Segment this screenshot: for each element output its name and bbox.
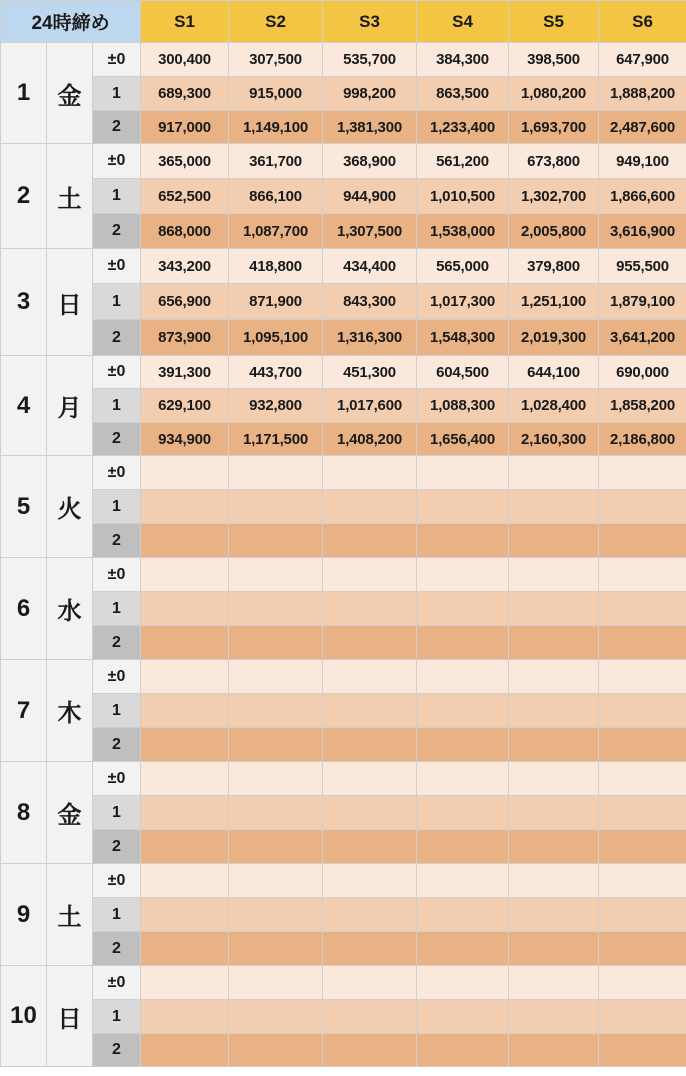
value-cell-s2[interactable]: 1,171,500 (229, 423, 323, 456)
value-cell-s2[interactable] (229, 490, 323, 524)
table-row (1, 144, 686, 179)
weekday-cell[interactable]: 土 (47, 864, 93, 966)
value-cell-s4[interactable]: 1,538,000 (417, 214, 509, 249)
date-cell[interactable]: 7 (1, 660, 47, 762)
value-cell-s4[interactable]: 565,000 (417, 249, 509, 284)
value-cell-s4[interactable] (417, 694, 509, 728)
value-cell-s1[interactable] (141, 1034, 229, 1067)
value-cell-s4[interactable] (417, 592, 509, 626)
value-cell-s1[interactable]: 365,000 (141, 144, 229, 179)
store-header-s2[interactable]: S2 (229, 1, 323, 43)
value-cell-s2[interactable] (229, 558, 323, 592)
level-cell[interactable]: 2 (93, 423, 141, 456)
sheet-body (1, 43, 686, 1067)
value-cell-s5[interactable]: 644,100 (509, 356, 599, 389)
value-cell-s3[interactable] (323, 660, 417, 694)
value-cell-s5[interactable] (509, 592, 599, 626)
value-cell-s5[interactable] (509, 864, 599, 898)
value-cell-s4[interactable] (417, 660, 509, 694)
table-row (1, 179, 686, 214)
table-row (1, 320, 686, 356)
value-cell-s2[interactable]: 307,500 (229, 43, 323, 77)
value-cell-s3[interactable] (323, 524, 417, 558)
date-cell[interactable]: 4 (1, 356, 47, 456)
value-cell-s2[interactable] (229, 762, 323, 796)
value-cell-s5[interactable] (509, 796, 599, 830)
value-cell-s6[interactable] (599, 694, 686, 728)
value-cell-s2[interactable] (229, 1034, 323, 1067)
value-cell-s2[interactable] (229, 864, 323, 898)
value-cell-s1[interactable]: 656,900 (141, 284, 229, 320)
value-cell-s1[interactable] (141, 864, 229, 898)
value-cell-s2[interactable] (229, 626, 323, 660)
table-row (1, 389, 686, 423)
table-row (1, 660, 686, 694)
value-cell-s1[interactable]: 868,000 (141, 214, 229, 249)
value-cell-s3[interactable] (323, 592, 417, 626)
value-cell-s1[interactable]: 934,900 (141, 423, 229, 456)
value-cell-s4[interactable]: 863,500 (417, 77, 509, 111)
value-cell-s2[interactable] (229, 592, 323, 626)
value-cell-s4[interactable] (417, 932, 509, 966)
level-cell[interactable]: 2 (93, 214, 141, 249)
store-header-s4[interactable]: S4 (417, 1, 509, 43)
value-cell-s6[interactable] (599, 558, 686, 592)
table-row (1, 356, 686, 389)
value-cell-s3[interactable]: 998,200 (323, 77, 417, 111)
table-row (1, 524, 686, 558)
weekday-cell[interactable]: 火 (47, 456, 93, 558)
value-cell-s3[interactable] (323, 490, 417, 524)
value-cell-s3[interactable] (323, 456, 417, 490)
level-cell[interactable]: 1 (93, 592, 141, 626)
value-cell-s1[interactable] (141, 728, 229, 762)
value-cell-s3[interactable]: 1,408,200 (323, 423, 417, 456)
value-cell-s6[interactable] (599, 864, 686, 898)
value-cell-s4[interactable] (417, 456, 509, 490)
value-cell-s4[interactable]: 1,010,500 (417, 179, 509, 214)
value-cell-s1[interactable]: 689,300 (141, 77, 229, 111)
weekday-cell[interactable]: 月 (47, 356, 93, 456)
value-cell-s2[interactable] (229, 694, 323, 728)
weekday-cell[interactable]: 金 (47, 43, 93, 144)
value-cell-s4[interactable]: 1,088,300 (417, 389, 509, 423)
value-cell-s5[interactable]: 398,500 (509, 43, 599, 77)
value-cell-s2[interactable] (229, 932, 323, 966)
value-cell-s5[interactable]: 1,028,400 (509, 389, 599, 423)
value-cell-s5[interactable] (509, 524, 599, 558)
level-cell[interactable]: 2 (93, 1034, 141, 1067)
table-row (1, 1000, 686, 1034)
level-cell[interactable]: 1 (93, 490, 141, 524)
value-cell-s2[interactable] (229, 830, 323, 864)
table-row (1, 864, 686, 898)
value-cell-s2[interactable] (229, 898, 323, 932)
value-cell-s3[interactable] (323, 966, 417, 1000)
level-cell[interactable]: 2 (93, 111, 141, 144)
value-cell-s3[interactable] (323, 626, 417, 660)
value-cell-s2[interactable] (229, 660, 323, 694)
value-cell-s5[interactable]: 1,080,200 (509, 77, 599, 111)
table-row (1, 932, 686, 966)
store-header-s1[interactable]: S1 (141, 1, 229, 43)
value-cell-s1[interactable] (141, 762, 229, 796)
level-cell[interactable]: ±0 (93, 966, 141, 1000)
date-cell[interactable]: 3 (1, 249, 47, 356)
value-cell-s1[interactable] (141, 626, 229, 660)
level-cell[interactable]: 2 (93, 524, 141, 558)
value-cell-s6[interactable] (599, 1034, 686, 1067)
table-row (1, 214, 686, 249)
value-cell-s5[interactable]: 1,302,700 (509, 179, 599, 214)
value-cell-s3[interactable]: 434,400 (323, 249, 417, 284)
weekday-cell[interactable]: 金 (47, 762, 93, 864)
date-cell[interactable]: 10 (1, 966, 47, 1067)
value-cell-s6[interactable]: 2,186,800 (599, 423, 686, 456)
level-cell[interactable]: 2 (93, 932, 141, 966)
value-cell-s3[interactable]: 1,017,600 (323, 389, 417, 423)
value-cell-s3[interactable]: 535,700 (323, 43, 417, 77)
value-cell-s3[interactable]: 451,300 (323, 356, 417, 389)
value-cell-s5[interactable] (509, 728, 599, 762)
value-cell-s3[interactable] (323, 864, 417, 898)
value-cell-s5[interactable]: 2,005,800 (509, 214, 599, 249)
value-cell-s6[interactable] (599, 762, 686, 796)
value-cell-s6[interactable]: 3,641,200 (599, 320, 686, 356)
level-cell[interactable]: 1 (93, 1000, 141, 1034)
level-cell[interactable]: 1 (93, 694, 141, 728)
value-cell-s6[interactable]: 1,858,200 (599, 389, 686, 423)
value-cell-s3[interactable]: 843,300 (323, 284, 417, 320)
level-cell[interactable]: 2 (93, 830, 141, 864)
value-cell-s2[interactable] (229, 456, 323, 490)
value-cell-s6[interactable]: 1,888,200 (599, 77, 686, 111)
value-cell-s6[interactable]: 1,866,600 (599, 179, 686, 214)
value-cell-s5[interactable]: 2,160,300 (509, 423, 599, 456)
value-cell-s2[interactable] (229, 966, 323, 1000)
level-cell[interactable]: ±0 (93, 249, 141, 284)
date-cell[interactable]: 6 (1, 558, 47, 660)
level-cell[interactable]: ±0 (93, 864, 141, 898)
value-cell-s3[interactable] (323, 728, 417, 762)
table-row (1, 77, 686, 111)
table-row (1, 43, 686, 77)
corner-label-cell[interactable]: 24時締め (1, 1, 141, 43)
value-cell-s6[interactable] (599, 626, 686, 660)
value-cell-s2[interactable] (229, 524, 323, 558)
level-cell[interactable]: 1 (93, 898, 141, 932)
value-cell-s1[interactable]: 300,400 (141, 43, 229, 77)
value-cell-s6[interactable] (599, 966, 686, 1000)
value-cell-s3[interactable] (323, 1000, 417, 1034)
value-cell-s1[interactable] (141, 830, 229, 864)
value-cell-s3[interactable] (323, 932, 417, 966)
value-cell-s4[interactable]: 384,300 (417, 43, 509, 77)
value-cell-s5[interactable] (509, 660, 599, 694)
value-cell-s1[interactable] (141, 694, 229, 728)
value-cell-s5[interactable] (509, 1034, 599, 1067)
value-cell-s2[interactable]: 443,700 (229, 356, 323, 389)
value-cell-s2[interactable]: 418,800 (229, 249, 323, 284)
value-cell-s3[interactable] (323, 796, 417, 830)
value-cell-s1[interactable]: 629,100 (141, 389, 229, 423)
value-cell-s5[interactable] (509, 456, 599, 490)
value-cell-s5[interactable]: 673,800 (509, 144, 599, 179)
header-row (1, 1, 686, 43)
value-cell-s2[interactable]: 932,800 (229, 389, 323, 423)
level-cell[interactable]: ±0 (93, 558, 141, 592)
value-cell-s6[interactable] (599, 1000, 686, 1034)
weekday-cell[interactable]: 水 (47, 558, 93, 660)
level-cell[interactable]: 2 (93, 626, 141, 660)
table-row (1, 490, 686, 524)
value-cell-s1[interactable] (141, 558, 229, 592)
weekday-cell[interactable]: 木 (47, 660, 93, 762)
value-cell-s4[interactable] (417, 898, 509, 932)
value-cell-s4[interactable] (417, 728, 509, 762)
value-cell-s6[interactable] (599, 456, 686, 490)
value-cell-s4[interactable]: 1,017,300 (417, 284, 509, 320)
value-cell-s3[interactable] (323, 558, 417, 592)
value-cell-s1[interactable]: 343,200 (141, 249, 229, 284)
table-row (1, 423, 686, 456)
value-cell-s4[interactable] (417, 490, 509, 524)
table-row (1, 1034, 686, 1067)
level-cell[interactable]: 2 (93, 728, 141, 762)
value-cell-s6[interactable] (599, 660, 686, 694)
value-cell-s1[interactable]: 652,500 (141, 179, 229, 214)
value-cell-s2[interactable] (229, 1000, 323, 1034)
value-cell-s1[interactable] (141, 796, 229, 830)
value-cell-s1[interactable] (141, 1000, 229, 1034)
value-cell-s2[interactable] (229, 728, 323, 762)
store-header-s3[interactable]: S3 (323, 1, 417, 43)
value-cell-s4[interactable]: 604,500 (417, 356, 509, 389)
value-cell-s1[interactable] (141, 456, 229, 490)
value-cell-s3[interactable]: 944,900 (323, 179, 417, 214)
value-cell-s6[interactable]: 2,487,600 (599, 111, 686, 144)
value-cell-s4[interactable] (417, 1000, 509, 1034)
value-cell-s2[interactable]: 915,000 (229, 77, 323, 111)
weekday-cell[interactable]: 日 (47, 966, 93, 1067)
table-row (1, 456, 686, 490)
value-cell-s2[interactable]: 1,149,100 (229, 111, 323, 144)
level-cell[interactable]: 1 (93, 389, 141, 423)
value-cell-s1[interactable] (141, 966, 229, 1000)
value-cell-s5[interactable] (509, 932, 599, 966)
table-row (1, 898, 686, 932)
table-row (1, 830, 686, 864)
value-cell-s2[interactable]: 1,087,700 (229, 214, 323, 249)
value-cell-s4[interactable] (417, 796, 509, 830)
date-cell[interactable]: 8 (1, 762, 47, 864)
level-cell[interactable]: ±0 (93, 144, 141, 179)
date-cell[interactable]: 2 (1, 144, 47, 249)
date-cell[interactable]: 1 (1, 43, 47, 144)
value-cell-s5[interactable] (509, 762, 599, 796)
value-cell-s5[interactable] (509, 830, 599, 864)
value-cell-s5[interactable] (509, 898, 599, 932)
level-cell[interactable]: 1 (93, 796, 141, 830)
value-cell-s3[interactable]: 1,381,300 (323, 111, 417, 144)
value-cell-s6[interactable]: 3,616,900 (599, 214, 686, 249)
date-cell[interactable]: 5 (1, 456, 47, 558)
value-cell-s3[interactable]: 1,307,500 (323, 214, 417, 249)
value-cell-s4[interactable] (417, 558, 509, 592)
value-cell-s3[interactable] (323, 694, 417, 728)
value-cell-s2[interactable]: 871,900 (229, 284, 323, 320)
value-cell-s6[interactable]: 949,100 (599, 144, 686, 179)
value-cell-s4[interactable] (417, 626, 509, 660)
level-cell[interactable]: 1 (93, 77, 141, 111)
value-cell-s4[interactable]: 1,656,400 (417, 423, 509, 456)
table-row (1, 694, 686, 728)
value-cell-s6[interactable] (599, 898, 686, 932)
value-cell-s3[interactable]: 368,900 (323, 144, 417, 179)
value-cell-s6[interactable]: 647,900 (599, 43, 686, 77)
value-cell-s6[interactable]: 1,879,100 (599, 284, 686, 320)
table-row (1, 111, 686, 144)
value-cell-s1[interactable]: 391,300 (141, 356, 229, 389)
value-cell-s4[interactable]: 561,200 (417, 144, 509, 179)
value-cell-s5[interactable]: 1,693,700 (509, 111, 599, 144)
value-cell-s5[interactable]: 379,800 (509, 249, 599, 284)
table-row (1, 592, 686, 626)
value-cell-s4[interactable] (417, 966, 509, 1000)
table-row (1, 284, 686, 320)
value-cell-s5[interactable] (509, 1000, 599, 1034)
table-row (1, 558, 686, 592)
value-cell-s5[interactable]: 2,019,300 (509, 320, 599, 356)
value-cell-s6[interactable]: 690,000 (599, 356, 686, 389)
value-cell-s3[interactable] (323, 898, 417, 932)
level-cell[interactable]: ±0 (93, 43, 141, 77)
value-cell-s1[interactable] (141, 592, 229, 626)
value-cell-s2[interactable]: 1,095,100 (229, 320, 323, 356)
value-cell-s6[interactable] (599, 830, 686, 864)
table-row (1, 762, 686, 796)
level-cell[interactable]: 1 (93, 284, 141, 320)
value-cell-s5[interactable] (509, 626, 599, 660)
value-cell-s1[interactable] (141, 898, 229, 932)
table-row (1, 966, 686, 1000)
value-cell-s1[interactable] (141, 932, 229, 966)
value-cell-s1[interactable] (141, 524, 229, 558)
value-cell-s4[interactable]: 1,233,400 (417, 111, 509, 144)
weekday-cell[interactable]: 日 (47, 249, 93, 356)
value-cell-s6[interactable] (599, 796, 686, 830)
value-cell-s4[interactable] (417, 1034, 509, 1067)
value-cell-s3[interactable] (323, 830, 417, 864)
level-cell[interactable]: ±0 (93, 762, 141, 796)
value-cell-s6[interactable]: 955,500 (599, 249, 686, 284)
value-cell-s1[interactable] (141, 490, 229, 524)
value-cell-s2[interactable]: 866,100 (229, 179, 323, 214)
value-cell-s6[interactable] (599, 592, 686, 626)
level-cell[interactable]: 1 (93, 179, 141, 214)
value-cell-s1[interactable]: 873,900 (141, 320, 229, 356)
value-cell-s3[interactable] (323, 1034, 417, 1067)
value-cell-s4[interactable] (417, 864, 509, 898)
value-cell-s6[interactable] (599, 490, 686, 524)
value-cell-s4[interactable] (417, 830, 509, 864)
level-cell[interactable]: ±0 (93, 356, 141, 389)
value-cell-s6[interactable] (599, 524, 686, 558)
value-cell-s3[interactable]: 1,316,300 (323, 320, 417, 356)
value-cell-s6[interactable] (599, 728, 686, 762)
value-cell-s5[interactable] (509, 490, 599, 524)
table-row (1, 249, 686, 284)
weekday-cell[interactable]: 土 (47, 144, 93, 249)
value-cell-s1[interactable]: 917,000 (141, 111, 229, 144)
value-cell-s1[interactable] (141, 660, 229, 694)
value-cell-s6[interactable] (599, 932, 686, 966)
table-row (1, 626, 686, 660)
level-cell[interactable]: 2 (93, 320, 141, 356)
table-row (1, 796, 686, 830)
table-row (1, 728, 686, 762)
date-cell[interactable]: 9 (1, 864, 47, 966)
level-cell[interactable]: ±0 (93, 456, 141, 490)
value-cell-s4[interactable]: 1,548,300 (417, 320, 509, 356)
value-cell-s5[interactable] (509, 966, 599, 1000)
store-header-s6[interactable]: S6 (599, 1, 686, 43)
level-cell[interactable]: ±0 (93, 660, 141, 694)
value-cell-s5[interactable]: 1,251,100 (509, 284, 599, 320)
value-cell-s3[interactable] (323, 762, 417, 796)
value-cell-s5[interactable] (509, 694, 599, 728)
store-header-s5[interactable]: S5 (509, 1, 599, 43)
value-cell-s2[interactable] (229, 796, 323, 830)
value-cell-s4[interactable] (417, 762, 509, 796)
value-cell-s5[interactable] (509, 558, 599, 592)
value-cell-s2[interactable]: 361,700 (229, 144, 323, 179)
value-cell-s4[interactable] (417, 524, 509, 558)
